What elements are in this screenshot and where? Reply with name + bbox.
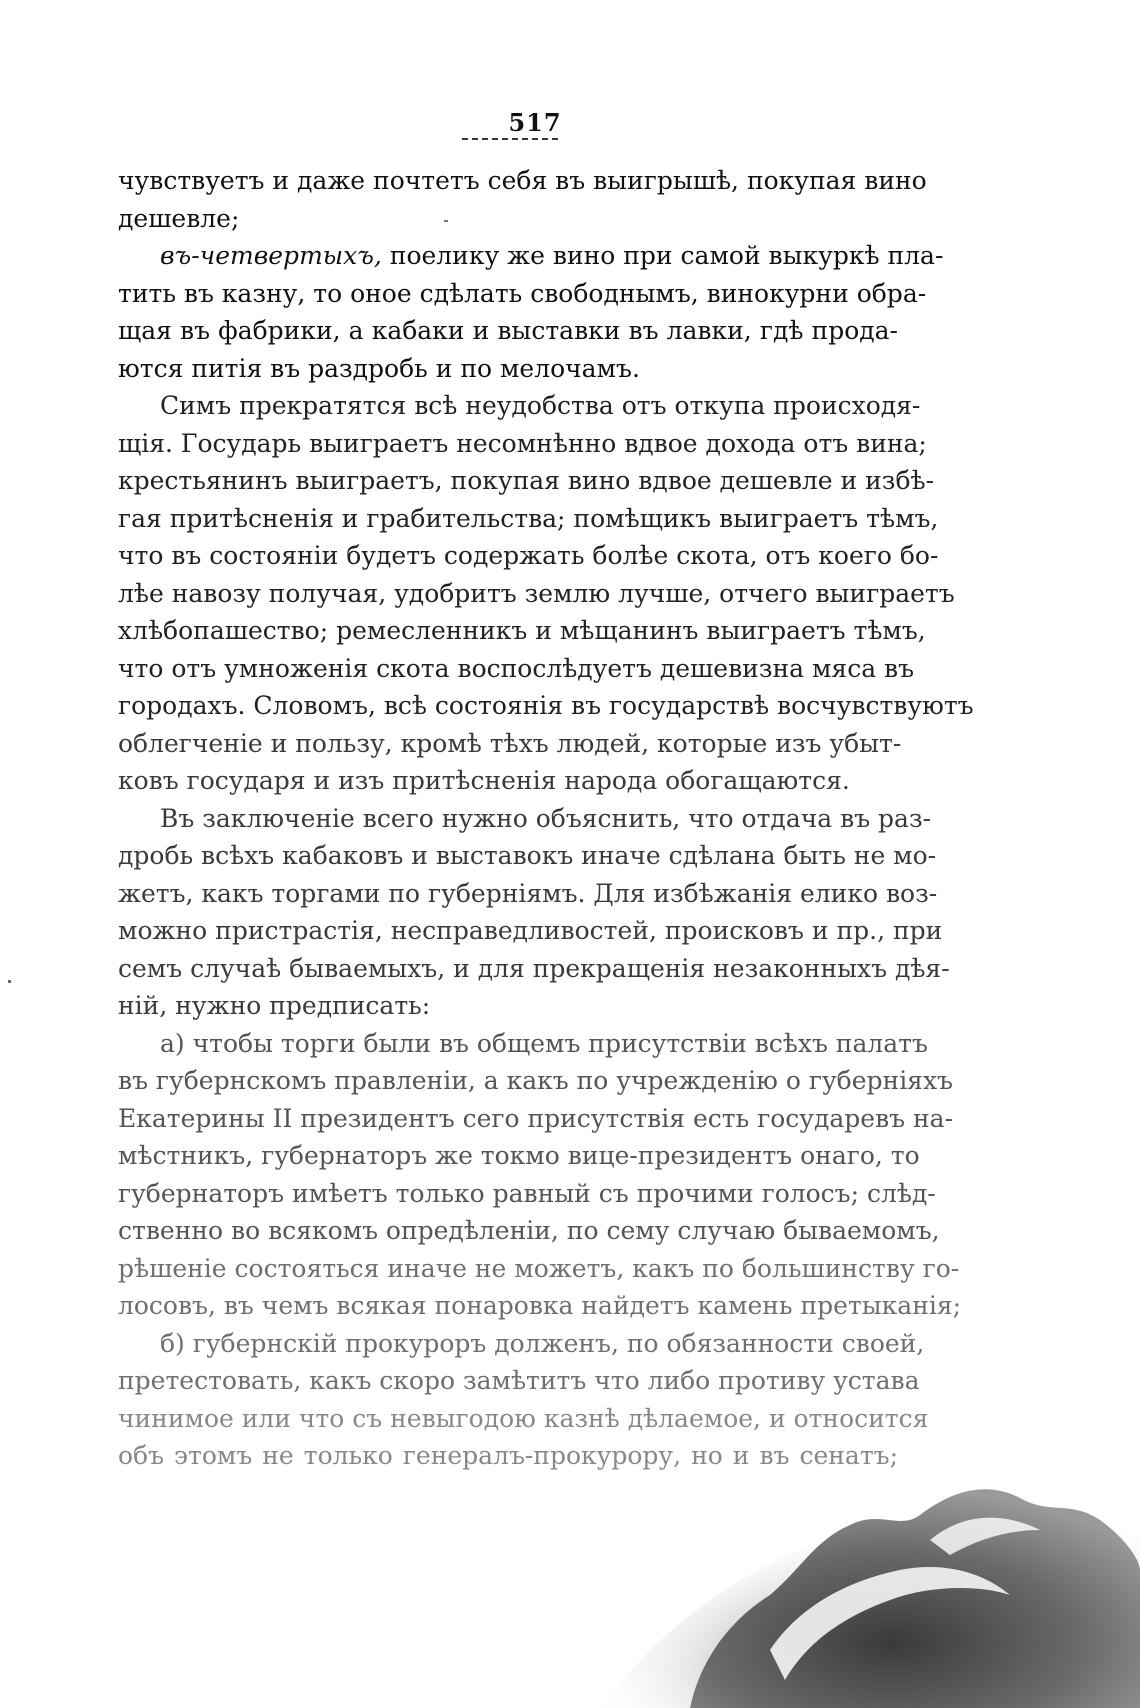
text-line: жетъ, какъ торгами по губерніямъ. Для избѣжанія елико воз- — [118, 878, 938, 908]
text-line: дешевле; — [118, 203, 240, 233]
margin-mark — [8, 980, 11, 983]
text-line: претестовать, какъ скоро замѣтитъ что либо противу устава — [118, 1366, 920, 1395]
text-line: въ губернскомъ правленіи, а какъ по учрежденію о губерніяхъ — [118, 1066, 953, 1095]
text-line: чинимое или что съ невыгодою казнѣ дѣлаемое, и относится — [118, 1403, 929, 1433]
text-line: тить въ казну, то оное сдѣлать свободнымъ, винокурни обра- — [118, 278, 927, 308]
body-text — [118, 162, 974, 1475]
text-line — [118, 237, 944, 275]
text-line: губернаторъ имѣетъ только равный съ прочими голосъ; слѣд- — [118, 1178, 936, 1208]
text-line: что отъ умноженія скота воспослѣдуетъ дешевизна мяса въ — [118, 653, 915, 683]
text-line: городахъ. Словомъ, всѣ состоянія въ государствѣ восчувствуютъ — [118, 691, 974, 720]
text-line: мѣстникъ, губернаторъ же токмо вице-президентъ онаго, то — [118, 1141, 920, 1170]
text-line: ній, нужно предписать: — [118, 991, 431, 1020]
text-line: гая притѣсненія и грабительства; помѣщикъ выиграетъ тѣмъ, — [118, 503, 939, 533]
text-line: что въ состояніи будетъ содержать болѣе скота, отъ коего бо- — [118, 541, 939, 570]
italic-phrase: въ-четвертыхъ, — [160, 241, 382, 270]
text-line: крестьянинъ выиграетъ, покупая вино вдвое дешевле и избѣ- — [118, 466, 935, 495]
text-line-rest: поелику же вино при самой выкуркѣ пла- — [381, 241, 944, 270]
text-line: рѣшеніе состояться иначе не можетъ, какъ по большинству го- — [118, 1253, 960, 1283]
text-line: б) губернскій прокуроръ долженъ, по обязанности своей, — [160, 1328, 925, 1358]
scanner-thumb-shadow — [600, 1420, 1140, 1708]
text-line: ются питія въ раздробь и по мелочамъ. — [118, 353, 640, 383]
text-line: чувствуетъ и даже почтетъ себя въ выигрышѣ, покупая вино — [118, 166, 927, 195]
text-line: можно пристрастія, несправедливостей, происковъ и пр., при — [118, 916, 943, 945]
text-line: семъ случаѣ бываемыхъ, и для прекращенія незаконныхъ дѣя- — [118, 953, 950, 983]
text-line: ственно во всякомъ опредѣленіи, по сему случаю бываемомъ, — [118, 1216, 940, 1245]
text-line: лосовъ, въ чемъ всякая понаровка найдетъ камень претыканія; — [118, 1291, 962, 1320]
text-line: Екатерины II президентъ сего присутствія есть государевъ на- — [118, 1103, 954, 1133]
text-line: щія. Государь выиграетъ несомнѣнно вдвое дохода отъ вина; — [118, 428, 927, 458]
text-line: Симъ прекратятся всѣ неудобства отъ откупа происходя- — [160, 391, 921, 420]
text-line: хлѣбопашество; ремесленникъ и мѣщанинъ выиграетъ тѣмъ, — [118, 616, 926, 645]
text-line: дробь всѣхъ кабаковъ и выставокъ иначе сдѣлана быть не мо- — [118, 841, 937, 870]
text-line: а) чтобы торги были въ общемъ присутствіи всѣхъ палатъ — [160, 1028, 928, 1058]
text-line: лѣе навозу получая, удобритъ землю лучше, отчего выиграетъ — [118, 578, 955, 608]
text-line: облегченіе и пользу, кромѣ тѣхъ людей, которые изъ убыт- — [118, 728, 902, 758]
text-line: объ этомъ не только генералъ-прокурору, но и въ сенатъ; — [118, 1441, 898, 1470]
text-line: ковъ государя и изъ притѣсненія народа обогащаются. — [118, 766, 850, 795]
page-number-rule — [462, 138, 558, 140]
text-line: Въ заключеніе всего нужно объяснить, что отдача въ раз- — [160, 803, 932, 833]
page-number: 517 — [508, 108, 562, 137]
text-line: щая въ фабрики, а кабаки и выставки въ лавки, гдѣ прода- — [118, 316, 898, 345]
